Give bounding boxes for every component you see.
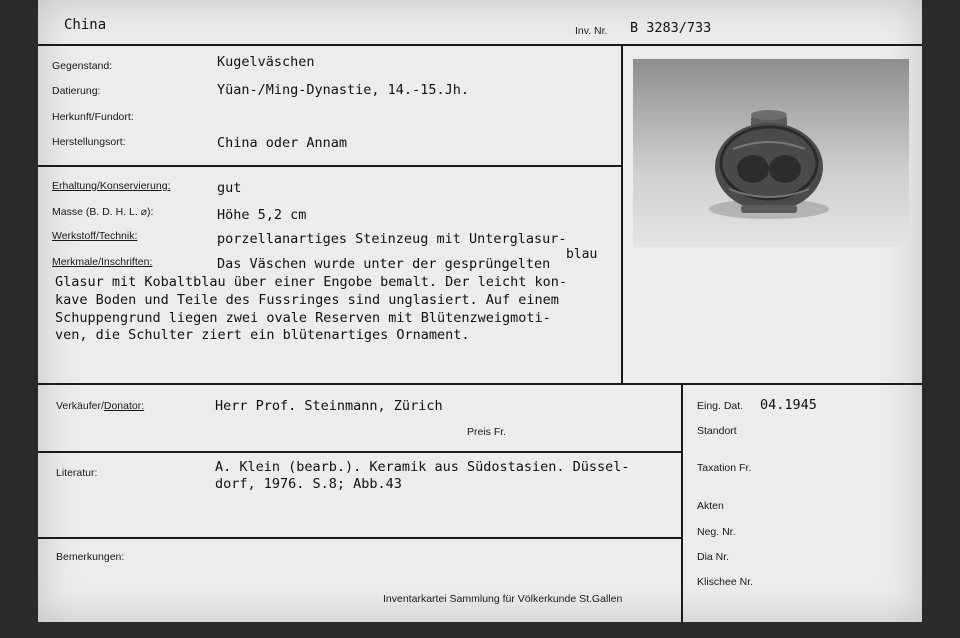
divider-photo <box>621 44 623 385</box>
divider-section-3 <box>38 451 683 453</box>
masse-label: Masse (B. D. H. L. ⌀): <box>52 206 154 218</box>
eing-dat-label: Eing. Dat. <box>697 400 744 412</box>
divider-section-4 <box>38 537 683 539</box>
verkaeufer-value: Herr Prof. Steinmann, Zürich <box>215 398 443 414</box>
literatur-line: dorf, 1976. S.8; Abb.43 <box>215 476 402 492</box>
klischee-nr-label: Klischee Nr. <box>697 576 754 588</box>
herstellungsort-label: Herstellungsort: <box>52 136 126 148</box>
standort-label: Standort <box>697 425 737 437</box>
gegenstand-label: Gegenstand: <box>52 60 113 72</box>
verkaeufer-label-text: Verkäufer/Donator: <box>56 400 145 412</box>
object-photo <box>633 59 909 247</box>
inv-nr-label: Inv. Nr. <box>575 25 608 37</box>
gegenstand-value: Kugelväschen <box>217 54 315 70</box>
merkmale-line: ven, die Schulter ziert ein blütenartiges Ornament. <box>55 327 470 343</box>
inv-nr-value: B 3283/733 <box>630 20 712 36</box>
werkstoff-label: Werkstoff/Technik: <box>52 230 138 242</box>
divider-side <box>681 384 683 622</box>
taxation-label: Taxation Fr. <box>697 462 752 474</box>
dia-nr-label: Dia Nr. <box>697 551 730 563</box>
datierung-value: Yüan-/Ming-Dynastie, 14.-15.Jh. <box>217 82 469 98</box>
merkmale-label: Merkmale/Inschriften: <box>52 256 153 268</box>
erhaltung-value: gut <box>217 180 242 196</box>
divider-section-2 <box>38 383 922 385</box>
datierung-label: Datierung: <box>52 85 101 97</box>
erhaltung-label: Erhaltung/Konservierung: <box>52 180 171 192</box>
preis-label: Preis Fr. <box>467 426 507 438</box>
divider-section-1 <box>38 165 623 167</box>
footer-text: Inventarkartei Sammlung für Völkerkunde St.Gallen <box>383 593 623 605</box>
literatur-line: A. Klein (bearb.). Keramik aus Südostasien. Düssel- <box>215 459 630 475</box>
merkmale-line: Das Väschen wurde unter der gesprüngelten <box>217 256 551 272</box>
merkmale-line: Schuppengrund liegen zwei ovale Reserven mit Blütenzweigmoti- <box>55 310 551 326</box>
verkaeufer-label <box>56 400 144 412</box>
akten-label: Akten <box>697 500 724 512</box>
vase-image <box>633 59 909 247</box>
masse-value: Höhe 5,2 cm <box>217 207 307 223</box>
neg-nr-label: Neg. Nr. <box>697 526 736 538</box>
merkmale-line: Glasur mit Kobaltblau über einer Engobe bemalt. Der leicht kon- <box>55 274 568 290</box>
merkmale-line: kave Boden und Teile des Fussringes sind unglasiert. Auf einem <box>55 292 559 308</box>
herkunft-label: Herkunft/Fundort: <box>52 111 134 123</box>
literatur-label: Literatur: <box>56 467 98 479</box>
bemerkungen-label: Bemerkungen: <box>56 551 125 563</box>
country-heading: China <box>64 17 107 33</box>
eing-dat-value: 04.1945 <box>760 397 817 413</box>
herstellungsort-value: China oder Annam <box>217 135 348 151</box>
werkstoff-addition: blau <box>566 247 598 262</box>
inventory-card <box>38 0 922 622</box>
werkstoff-value: porzellanartiges Steinzeug mit Unterglasur- <box>217 231 567 247</box>
divider-header <box>38 44 922 46</box>
